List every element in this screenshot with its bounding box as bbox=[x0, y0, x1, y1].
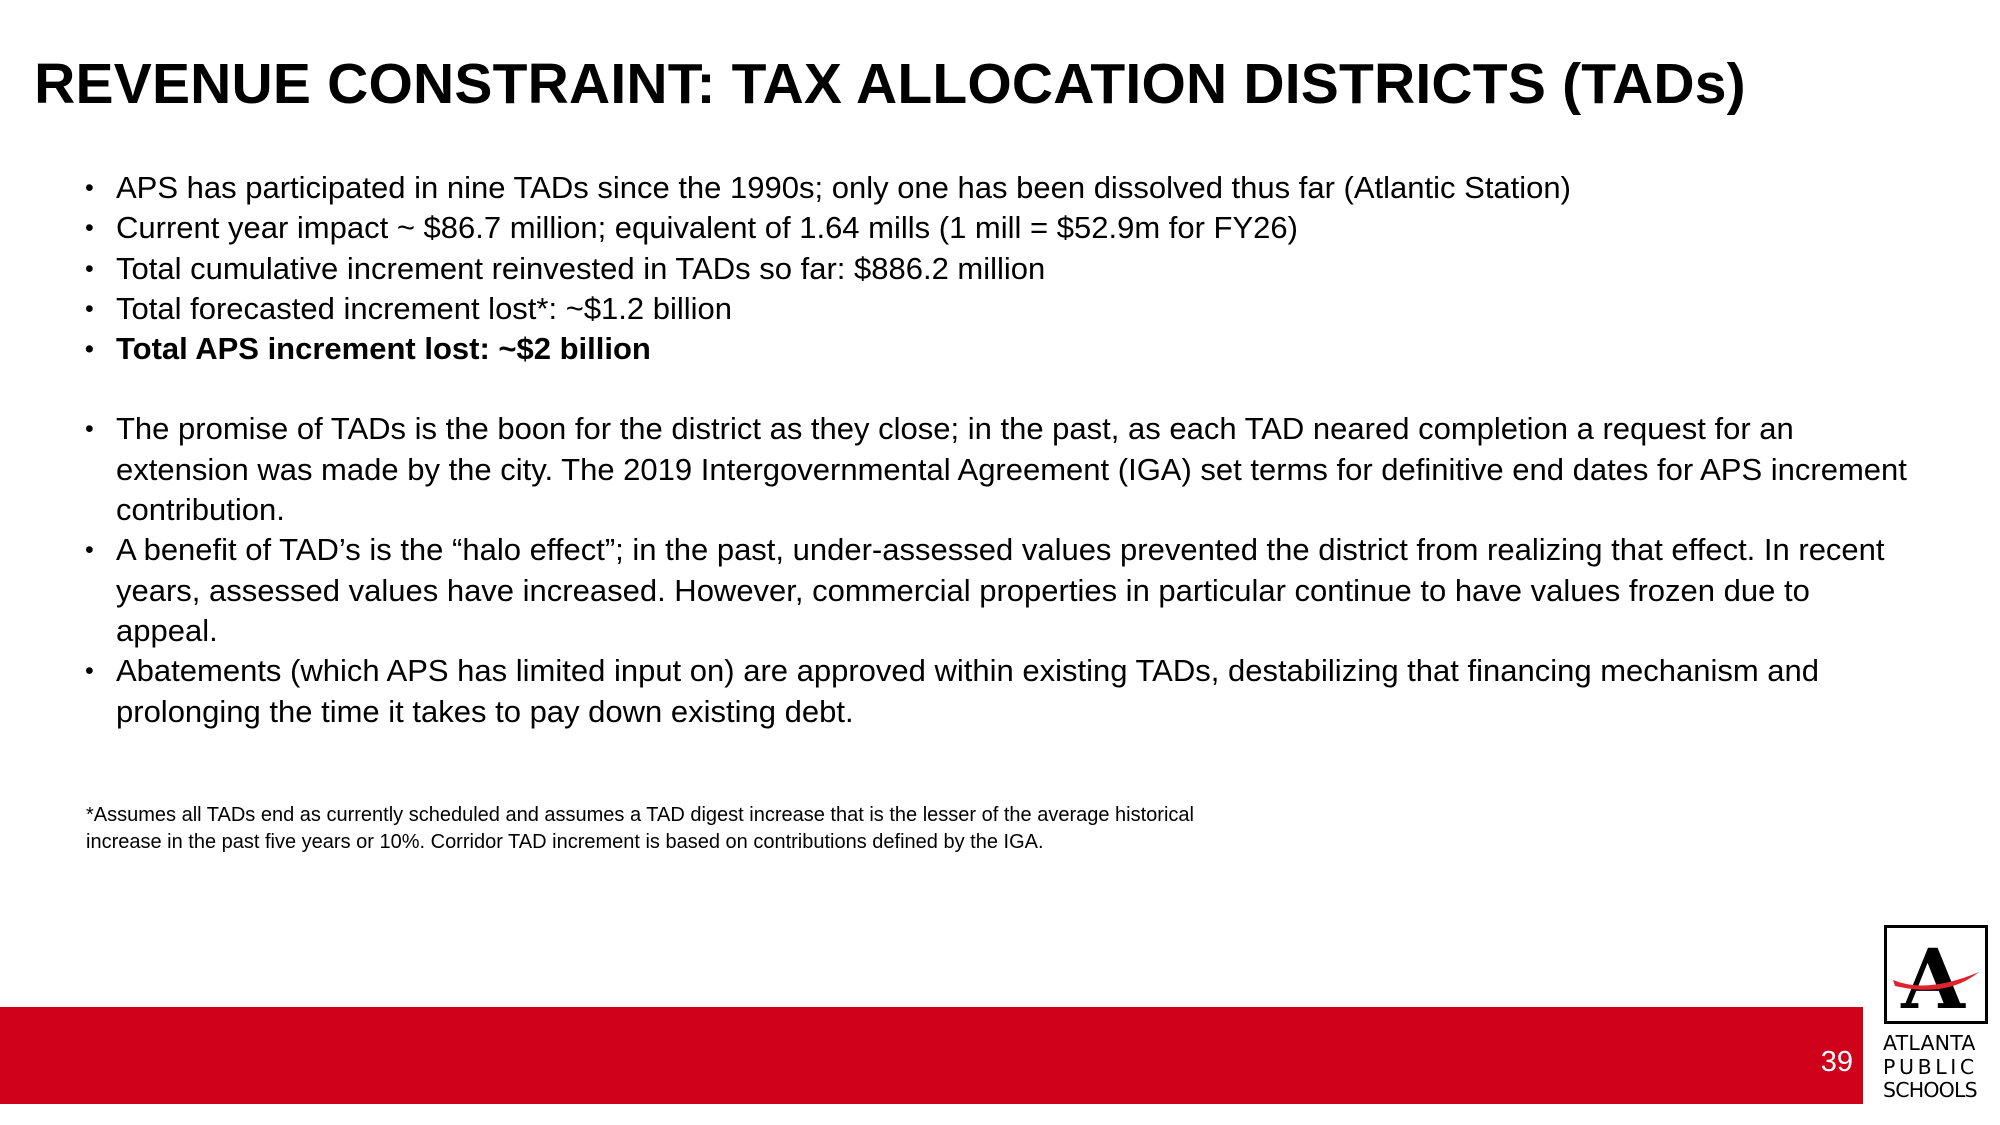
footnote-line: *Assumes all TADs end as currently scheduled and assumes a TAD digest increase that is the lesser of the average historical bbox=[86, 804, 1194, 826]
bullet-item: • Abatements (which APS has limited input on) are approved within existing TADs, destabilizing that financing mechanism and prolonging the time it takes to pay down existing debt. bbox=[85, 651, 1915, 732]
logo-text-line: SCHOOLS bbox=[1883, 1078, 1977, 1102]
footer-bar bbox=[0, 1007, 1863, 1104]
bullet-item: • The promise of TADs is the boon for the district as they close; in the past, as each TAD neared completion a request for an extension was made by the city. The 2019 Intergovernmental Agreement (IGA) set terms for definitive end dates for APS increment contribution. bbox=[85, 409, 1915, 530]
bullet-item-total: • Total APS increment lost: ~$2 billion bbox=[85, 329, 1915, 369]
logo-text-line: PUBLIC bbox=[1883, 1054, 1978, 1079]
page-number: 39 bbox=[1820, 1046, 1853, 1078]
bullet-item: • Current year impact ~ $86.7 million; equivalent of 1.64 mills (1 mill = $52.9m for FY26) bbox=[85, 208, 1915, 248]
logo-emblem bbox=[1884, 925, 1988, 1024]
bullet-item: • Total forecasted increment lost*: ~$1.2 billion bbox=[85, 289, 1915, 329]
bullet-item: • Total cumulative increment reinvested in TADs so far: $886.2 million bbox=[85, 249, 1915, 289]
logo-letter: A bbox=[1901, 932, 1965, 1021]
logo-wordmark bbox=[1883, 1032, 1991, 1103]
slide-title: REVENUE CONSTRAINT: TAX ALLOCATION DISTRICTS (TADs) bbox=[34, 52, 1746, 116]
footnote-line: increase in the past five years or 10%. Corridor TAD increment is based on contributions defined by the IGA. bbox=[86, 830, 1044, 853]
aps-logo bbox=[1883, 925, 1993, 1107]
logo-text-line: ATLANTA bbox=[1883, 1031, 1976, 1055]
bullet-item: • A benefit of TAD’s is the “halo effect”; in the past, under-assessed values prevented the district from realizing that effect. In recent years, assessed values have increased. However, commercial properties in particular continue to have values frozen due to appeal. bbox=[85, 530, 1915, 651]
logo-a-icon bbox=[1887, 928, 1985, 1021]
bullet-item: • APS has participated in nine TADs since the 1990s; only one has been dissolved thus far (Atlantic Station) bbox=[85, 168, 1915, 208]
bullet-list bbox=[85, 168, 1915, 732]
footnote bbox=[86, 802, 1386, 855]
